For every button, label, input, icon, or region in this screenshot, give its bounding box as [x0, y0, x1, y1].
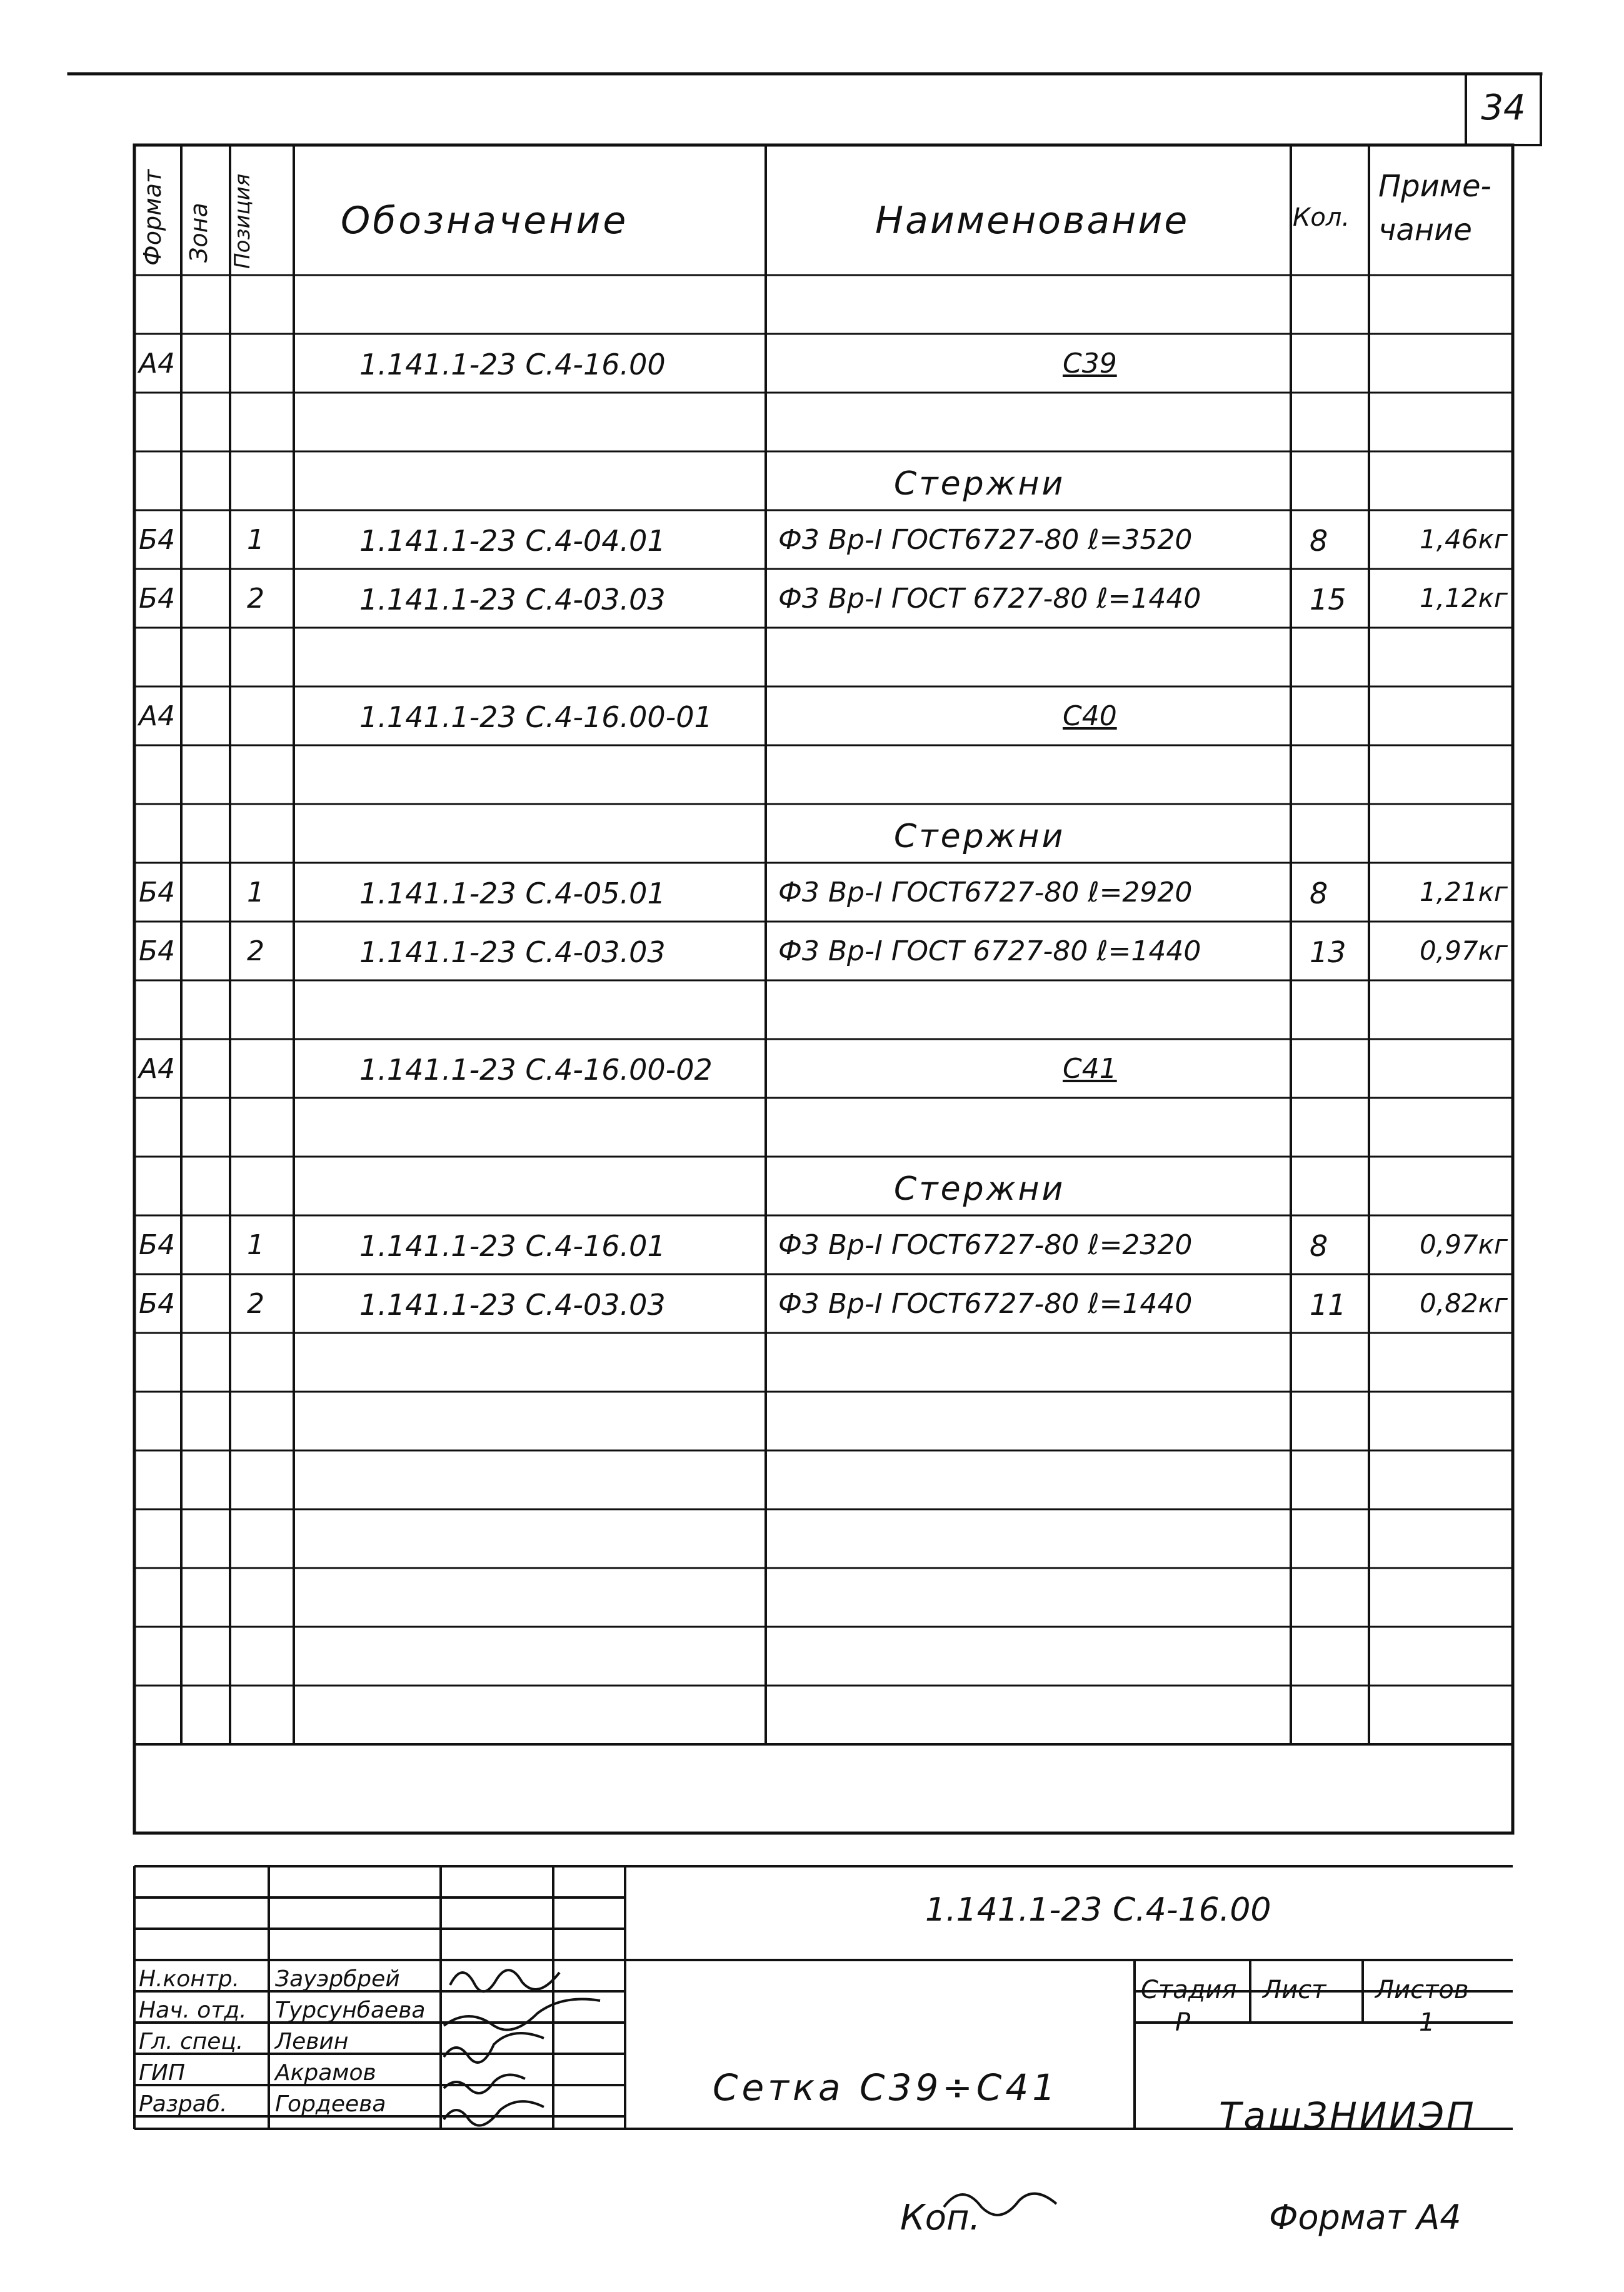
sign-role: ГИП [139, 2060, 186, 2086]
cell-position: 1 [247, 1229, 264, 1261]
sheets-value: 1 [1419, 2008, 1435, 2037]
cell-name: С41 [1063, 1053, 1117, 1085]
sign-role: Н.контр. [139, 1966, 240, 1992]
cell-qty: 11 [1310, 1288, 1346, 1322]
sign-name: Акрамов [275, 2060, 376, 2086]
cell-note: 0,97кг [1420, 1229, 1508, 1260]
cell-name: Ф3 Вр-I ГОСТ6727-80 ℓ=1440 [778, 1288, 1193, 1320]
table-row [0, 1641, 1624, 1693]
sheet-label: Лист [1263, 1976, 1326, 2004]
table-row [0, 1288, 1624, 1340]
cell-designation: 1.141.1-23 С.4-16.00-02 [359, 1053, 713, 1087]
header-designation: Обозначение [341, 199, 629, 243]
sign-name: Турсунбаева [275, 1998, 426, 2023]
table-row [0, 700, 1624, 753]
cell-format: Б4 [139, 524, 176, 556]
sign-name: Левин [275, 2029, 349, 2054]
cell-note: 1,46кг [1420, 524, 1508, 555]
table-row [0, 935, 1624, 988]
cell-designation: 1.141.1-23 С.4-04.01 [359, 524, 666, 558]
table-row [0, 583, 1624, 635]
cell-name: Стержни [894, 1170, 1066, 1208]
cell-name: Стержни [894, 465, 1066, 503]
header-zone: Зона [185, 203, 213, 263]
cell-format: Б4 [139, 935, 176, 967]
cell-position: 2 [247, 935, 264, 967]
sign-role: Разраб. [139, 2091, 228, 2117]
document-title: Сетка С39÷С41 [713, 2066, 1060, 2109]
header-qty: Кол. [1293, 203, 1350, 232]
table-row [0, 641, 1624, 694]
header-note-2: чание [1378, 213, 1472, 248]
cell-designation: 1.141.1-23 С.4-03.03 [359, 583, 666, 616]
cell-qty: 8 [1310, 877, 1328, 910]
copied-label: Коп. [900, 2198, 981, 2238]
header-note-1: Приме- [1378, 169, 1491, 204]
table-row [0, 1229, 1624, 1282]
cell-designation: 1.141.1-23 С.4-16.00 [359, 348, 666, 381]
table-row [0, 1464, 1624, 1517]
cell-note: 1,12кг [1420, 583, 1508, 613]
cell-name: С40 [1063, 700, 1117, 732]
table-row [0, 1405, 1624, 1458]
sheets-label: Листов [1375, 1976, 1469, 2004]
organization: ТашЗНИИЭП [1219, 2094, 1476, 2137]
cell-position: 2 [247, 583, 264, 615]
cell-note: 1,21кг [1420, 877, 1508, 907]
header-name: Наименование [875, 199, 1190, 243]
table-row [0, 289, 1624, 341]
page-number: 34 [1481, 88, 1526, 128]
cell-qty: 8 [1310, 524, 1328, 558]
stage-label: Стадия [1141, 1976, 1237, 2004]
stage-value: Р [1175, 2008, 1191, 2037]
sign-name: Гордеева [275, 2091, 386, 2117]
header-position: Позиция [230, 173, 255, 269]
cell-format: Б4 [139, 877, 176, 908]
cell-name: Ф3 Вр-I ГОСТ 6727-80 ℓ=1440 [778, 935, 1201, 967]
cell-designation: 1.141.1-23 С.4-03.03 [359, 935, 666, 969]
cell-format: Б4 [139, 1288, 176, 1320]
doc-code: 1.141.1-23 С.4-16.00 [925, 1891, 1271, 1929]
cell-format: Б4 [139, 1229, 176, 1261]
cell-position: 1 [247, 524, 264, 556]
cell-designation: 1.141.1-23 С.4-05.01 [359, 877, 666, 910]
table-row [0, 524, 1624, 576]
table-row [0, 348, 1624, 400]
table-row [0, 1112, 1624, 1164]
cell-note: 0,82кг [1420, 1288, 1508, 1319]
header-format: Формат [139, 169, 166, 266]
cell-format: Б4 [139, 583, 176, 615]
cell-designation: 1.141.1-23 С.4-03.03 [359, 1288, 666, 1322]
cell-qty: 8 [1310, 1229, 1328, 1263]
cell-format: А4 [139, 700, 176, 732]
cell-designation: 1.141.1-23 С.4-16.01 [359, 1229, 666, 1263]
table-row [0, 1170, 1624, 1223]
cell-name: Ф3 Вр-I ГОСТ6727-80 ℓ=3520 [778, 524, 1193, 556]
cell-name: Ф3 Вр-I ГОСТ6727-80 ℓ=2920 [778, 877, 1193, 908]
cell-note: 0,97кг [1420, 935, 1508, 966]
table-row [0, 1699, 1624, 1752]
cell-position: 1 [247, 877, 264, 908]
table-row [0, 759, 1624, 812]
table-row [0, 994, 1624, 1047]
cell-name: Ф3 Вр-I ГОСТ6727-80 ℓ=2320 [778, 1229, 1193, 1261]
cell-format: А4 [139, 1053, 176, 1085]
table-row [0, 406, 1624, 459]
sign-name: Зауэрбрей [275, 1966, 400, 1992]
table-row [0, 1582, 1624, 1634]
table-row [0, 818, 1624, 870]
sign-role: Гл. спец. [139, 2029, 244, 2054]
table-row [0, 877, 1624, 929]
cell-name: С39 [1063, 348, 1117, 379]
table-row [0, 1523, 1624, 1576]
format-label: Формат А4 [1269, 2198, 1461, 2237]
table-row [0, 1347, 1624, 1399]
cell-designation: 1.141.1-23 С.4-16.00-01 [359, 700, 713, 734]
cell-name: Ф3 Вр-I ГОСТ 6727-80 ℓ=1440 [778, 583, 1201, 615]
cell-qty: 15 [1310, 583, 1346, 616]
cell-format: А4 [139, 348, 176, 379]
cell-position: 2 [247, 1288, 264, 1320]
cell-qty: 13 [1310, 935, 1346, 969]
table-row [0, 465, 1624, 518]
cell-name: Стержни [894, 818, 1066, 855]
table-row [0, 1053, 1624, 1105]
sign-role: Нач. отд. [139, 1998, 247, 2023]
